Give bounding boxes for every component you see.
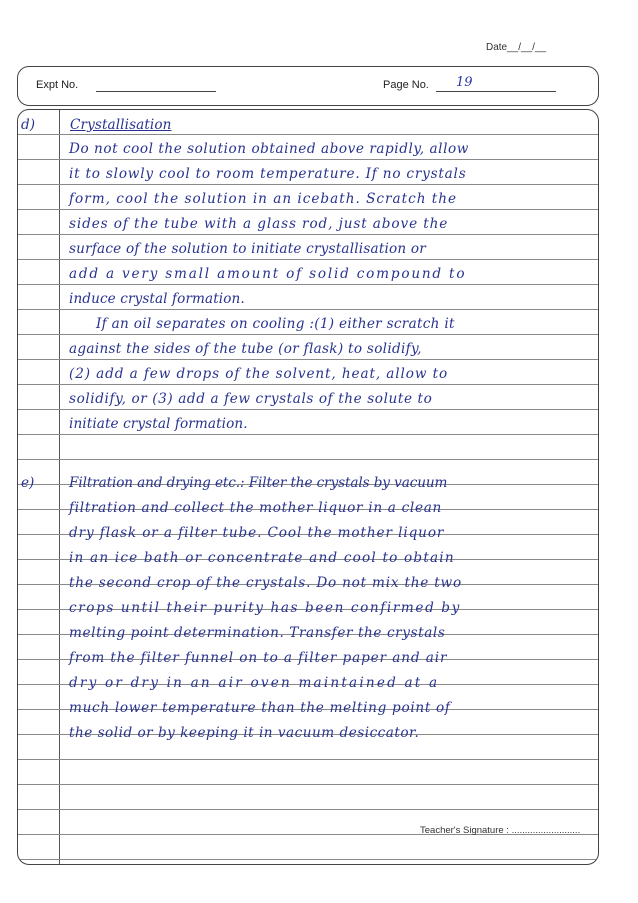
handwritten-line: dry or dry in an air oven maintained at a: [69, 675, 440, 691]
handwritten-line: it to slowly cool to room temperature. If no crystals: [69, 166, 467, 182]
ruled-line: [18, 384, 598, 385]
handwritten-line: If an oil separates on cooling :(1) either scratch it: [96, 316, 455, 332]
handwritten-line: against the sides of the tube (or flask) to solidify,: [69, 341, 422, 357]
handwritten-line: crops until their purity has been confirmed by: [69, 600, 461, 616]
handwritten-line: initiate crystal formation.: [69, 416, 248, 432]
ruled-line: [18, 859, 598, 860]
expt-no-line: [96, 91, 216, 92]
handwritten-line: induce crystal formation.: [69, 291, 245, 307]
handwritten-line: filtration and collect the mother liquor in a clean: [69, 500, 442, 516]
margin-line: [59, 110, 60, 864]
ruled-line: [18, 434, 598, 435]
handwritten-line: from the filter funnel on to a filter paper and air: [69, 650, 448, 666]
date-field: Date__/__/__: [486, 42, 547, 53]
section-e-label: e): [21, 475, 35, 491]
ruled-line: [18, 259, 598, 260]
teacher-signature-label: Teacher's Signature : ..........................: [420, 825, 581, 836]
page-no-label: Page No.: [383, 79, 429, 91]
ruled-line: [18, 459, 598, 460]
handwritten-line: Do not cool the solution obtained above rapidly, allow: [69, 141, 469, 157]
handwritten-line: the solid or by keeping it in vacuum desiccator.: [69, 725, 420, 741]
handwritten-line: the second crop of the crystals. Do not mix the two: [69, 575, 462, 591]
ruled-line: [18, 134, 598, 135]
handwritten-line: in an ice bath or concentrate and cool to obtain: [69, 550, 455, 566]
ruled-line: [18, 184, 598, 185]
ruled-line: [18, 309, 598, 310]
notebook-header: [17, 66, 599, 106]
ruled-line: [18, 209, 598, 210]
page-number: 19: [456, 75, 473, 90]
handwritten-line: form, cool the solution in an icebath. Scratch the: [69, 191, 458, 207]
handwritten-line: surface of the solution to initiate crystallisation or: [69, 241, 426, 257]
notebook-page: [17, 109, 599, 865]
page-no-line: [436, 91, 556, 92]
handwritten-line: (2) add a few drops of the solvent, heat, allow to: [69, 366, 449, 382]
ruled-line: [18, 334, 598, 335]
ruled-line: [18, 234, 598, 235]
ruled-line: [18, 409, 598, 410]
handwritten-line: solidify, or (3) add a few crystals of the solute to: [69, 391, 433, 407]
section-d-label: d): [21, 117, 36, 133]
section-d-title: Crystallisation: [70, 117, 172, 133]
expt-no-label: Expt No.: [36, 79, 79, 91]
handwritten-line: melting point determination. Transfer the crystals: [69, 625, 446, 641]
handwritten-line: sides of the tube with a glass rod, just above the: [69, 216, 449, 232]
handwritten-line: Filtration and drying etc.: Filter the crystals by vacuum: [69, 475, 448, 491]
ruled-line: [18, 359, 598, 360]
handwritten-line: add a very small amount of solid compound to: [69, 266, 467, 282]
ruled-line: [18, 784, 598, 785]
ruled-line: [18, 809, 598, 810]
handwritten-line: dry flask or a filter tube. Cool the mother liquor: [69, 525, 445, 541]
ruled-line: [18, 759, 598, 760]
ruled-line: [18, 159, 598, 160]
ruled-line: [18, 284, 598, 285]
handwritten-line: much lower temperature than the melting point of: [69, 700, 451, 716]
